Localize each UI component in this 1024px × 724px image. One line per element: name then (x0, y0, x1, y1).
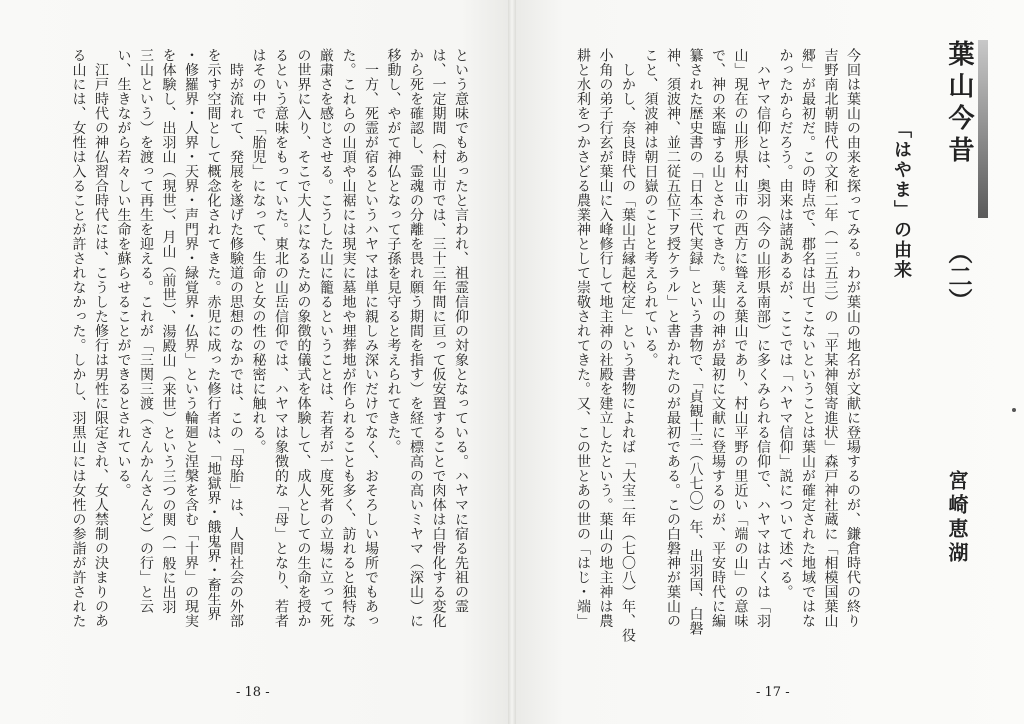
left-page-number: - 18 - (236, 685, 270, 700)
scan-speck (1012, 408, 1016, 412)
book-gutter (508, 0, 516, 724)
right-page-number: - 17 - (756, 685, 790, 700)
article-author: 宮崎恵湖 (945, 470, 969, 566)
left-page-body-text: という意味でもあったと言われ、祖霊信仰の対象となっている。ハヤマに宿る先祖の霊 は、一定期間（村山市では、三十三年間に亘って仮安置することで肉体は白骨化する変化 から死を確認し、霊魂の分離を畏れ願う期間を指す）を経て標高の高いミヤマ（深山）に 移動し、やがて神仏となって子孫を見守ると考えられてきた。 一方、死霊が宿るというハヤマは単に親しみ深いだけでなく、おそろしい場所でもあっ た。これらの山頂や山裾には現実に墓地や埋葬地が作られることも多く、訪れると独特な 厳粛さを感じさせる。こうした山に籠るということは、若者が一度死者の立場に立って死 の世界に入り、そこで大人になるための象徴的儀式を体験して、成人としての生命を授か るという意味をもっていた。東北の山岳信仰では、ハヤマは象徴的な「母」となり、若者 はその中で「胎児」になって、生命と女の性の秘密に触れる。 時が流れて、発展を遂げた修験道の思想のなかでは、この「母胎」は、人間社会の外部 を示す空間として概念化されてきた。赤児に成った修行者は、「地獄界・餓鬼界・畜生界 ・修羅界・人界・天界・声門界・緑覚界・仏界」という輪廻と涅槃を含む「十界」の現実 を体験し、出羽山（現世）、月山（前世）、湯殿山（来世）という三つの関（一般に出羽 三山という）を渡って再生を迎える。これが「三関三渡（さんかんさんど）の行」と云 い、生きながら若々しい生命を蘇らせることができるとされている。 江戸時代の神仏習合時代には、こうした修行は男性に限定され、女人禁制の決まりのあ る山には、女性は入ることが許されなかった。しかし、羽黒山には女性の参詣が許された (70, 48, 469, 628)
article-part-number: （二） (944, 240, 973, 312)
article-title: 葉山今昔 (944, 40, 974, 168)
title-gradient-bar (978, 40, 988, 218)
right-page-body-text: 今回は葉山の由来を探ってみる。わが葉山の地名が文献に登場するのが、鎌倉時代の終り 吉野南北朝時代の文和二年（一三五三）の「平某神領寄進状」森戸神社蔵に「相模国葉山 郷」が最初だ。この時点で、郡名は出てこないということは葉山が確定された地域ではな かったからだろう。由来は諸説あるが、ここでは「ハヤマ信仰」説について述べる。 ハヤマ信仰とは、奥羽（今の山形県南部）に多くみられる信仰で、ハヤマは古くは「羽 山」現在の山形県村山市の西方に聳える葉山であり、村山平野の里近い「端の山」の意味 で、神の来臨する山とされてきた。葉山の神が最初に文献に登場するのが、平安時代に編 纂された歴史書の「日本三代実録」という書物で、「貞観十三（八七〇）年、出羽国、白磐 神、須波神、並二従五位下ヲ授ケラル」と書かれたのが最初である。この白磐神が葉山の こと、須波神は朝日嶽のことと考えられている。 しかし、奈良時代の「葉山古縁起校定」という書物によれば「大宝二年（七〇八）年、役 小角の弟子行玄が葉山に入峰修行して地主神の社殿を建立したという。葉山の地主神は農 耕と水利をつかさどる農業神として崇敬されてきた。又、この世とあの世の「はじ・端」 (575, 48, 861, 643)
right-page (512, 0, 1024, 724)
article-subtitle: 「はやま」の由来 (891, 120, 912, 280)
